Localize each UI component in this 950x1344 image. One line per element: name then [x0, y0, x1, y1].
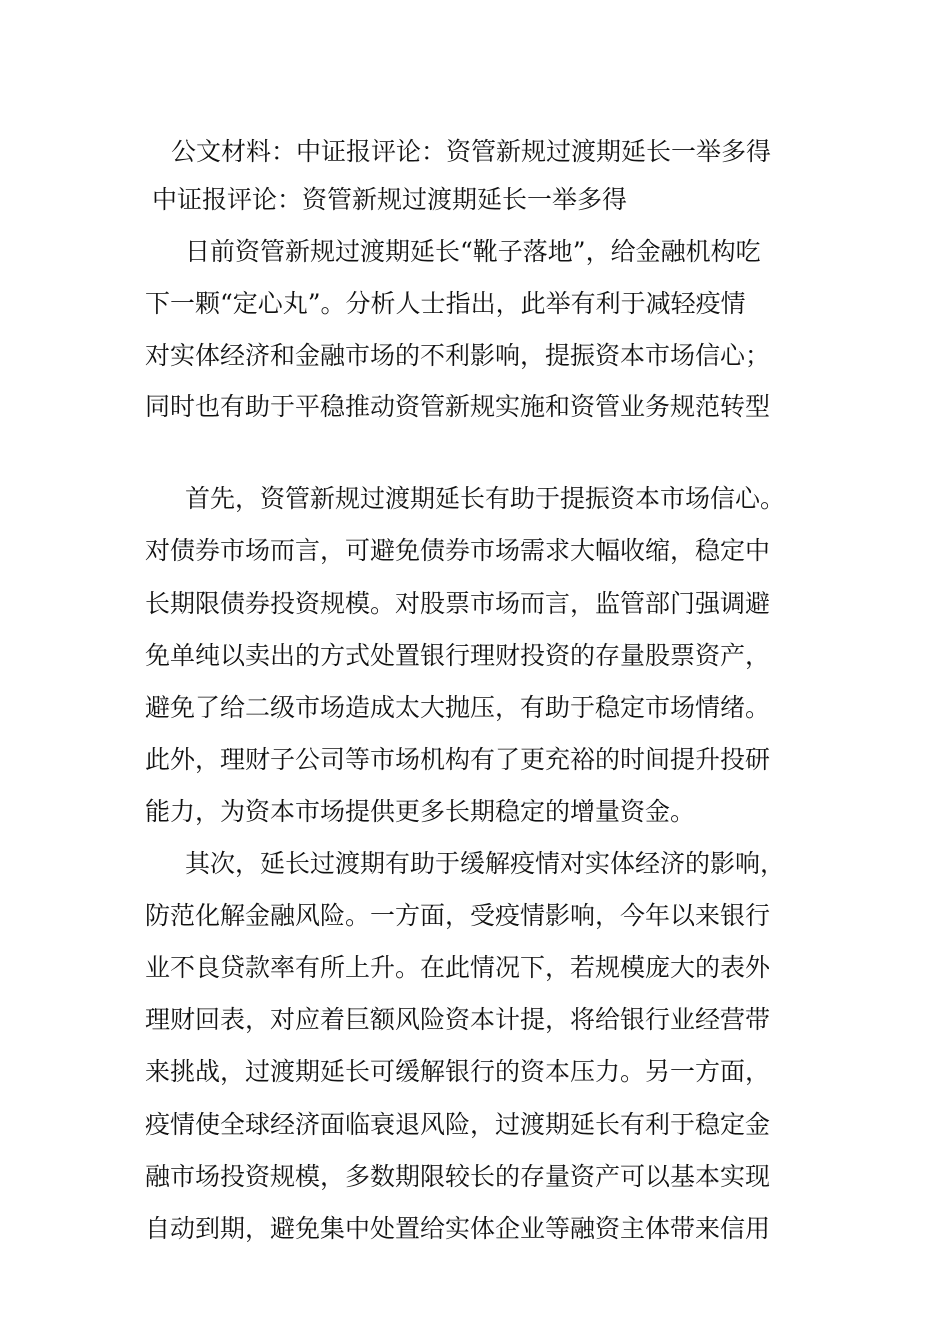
paragraph-line: 此外，理财子公司等市场机构有了更充裕的时间提升投研 [145, 745, 771, 774]
paragraph-line: 防范化解金融风险。一方面，受疫情影响，今年以来银行 [145, 901, 771, 930]
paragraph-line: 来挑战，过渡期延长可缓解银行的资本压力。另一方面， [145, 1057, 771, 1086]
paragraph-line: 对实体经济和金融市场的不利影响，提振资本市场信心； [145, 341, 771, 370]
paragraph-line: 业不良贷款率有所上升。在此情况下，若规模庞大的表外 [145, 953, 771, 982]
paragraph-line: 日前资管新规过渡期延长“靴子落地”，给金融机构吃 [185, 237, 761, 266]
paragraph-line: 免单纯以卖出的方式处置银行理财投资的存量股票资产， [145, 641, 771, 670]
paragraph-line: 避免了给二级市场造成太大抛压，有助于稳定市场情绪。 [145, 693, 771, 722]
document-title: 公文材料：中证报评论：资管新规过渡期延长一举多得 [171, 137, 772, 166]
document-subtitle: 中证报评论：资管新规过渡期延长一举多得 [152, 185, 628, 214]
paragraph-line: 疫情使全球经济面临衰退风险，过渡期延长有利于稳定金 [145, 1110, 771, 1139]
paragraph-line: 首先，资管新规过渡期延长有助于提振资本市场信心。 [185, 484, 786, 513]
paragraph-line: 能力，为资本市场提供更多长期稳定的增量资金。 [145, 797, 696, 826]
paragraph-line: 理财回表，对应着巨额风险资本计提，将给银行业经营带 [145, 1005, 771, 1034]
paragraph-line: 自动到期，避免集中处置给实体企业等融资主体带来信用 [145, 1214, 771, 1243]
paragraph-line: 融市场投资规模，多数期限较长的存量资产可以基本实现 [145, 1162, 771, 1191]
paragraph-line: 下一颗“定心丸”。分析人士指出，此举有利于减轻疫情 [145, 289, 746, 318]
paragraph-line: 同时也有助于平稳推动资管新规实施和资管业务规范转型 [145, 392, 771, 421]
paragraph-line: 其次，延长过渡期有助于缓解疫情对实体经济的影响， [185, 849, 786, 878]
paragraph-line: 对债券市场而言，可避免债券市场需求大幅收缩，稳定中 [145, 536, 771, 565]
paragraph-line: 长期限债券投资规模。对股票市场而言，监管部门强调避 [145, 589, 771, 618]
